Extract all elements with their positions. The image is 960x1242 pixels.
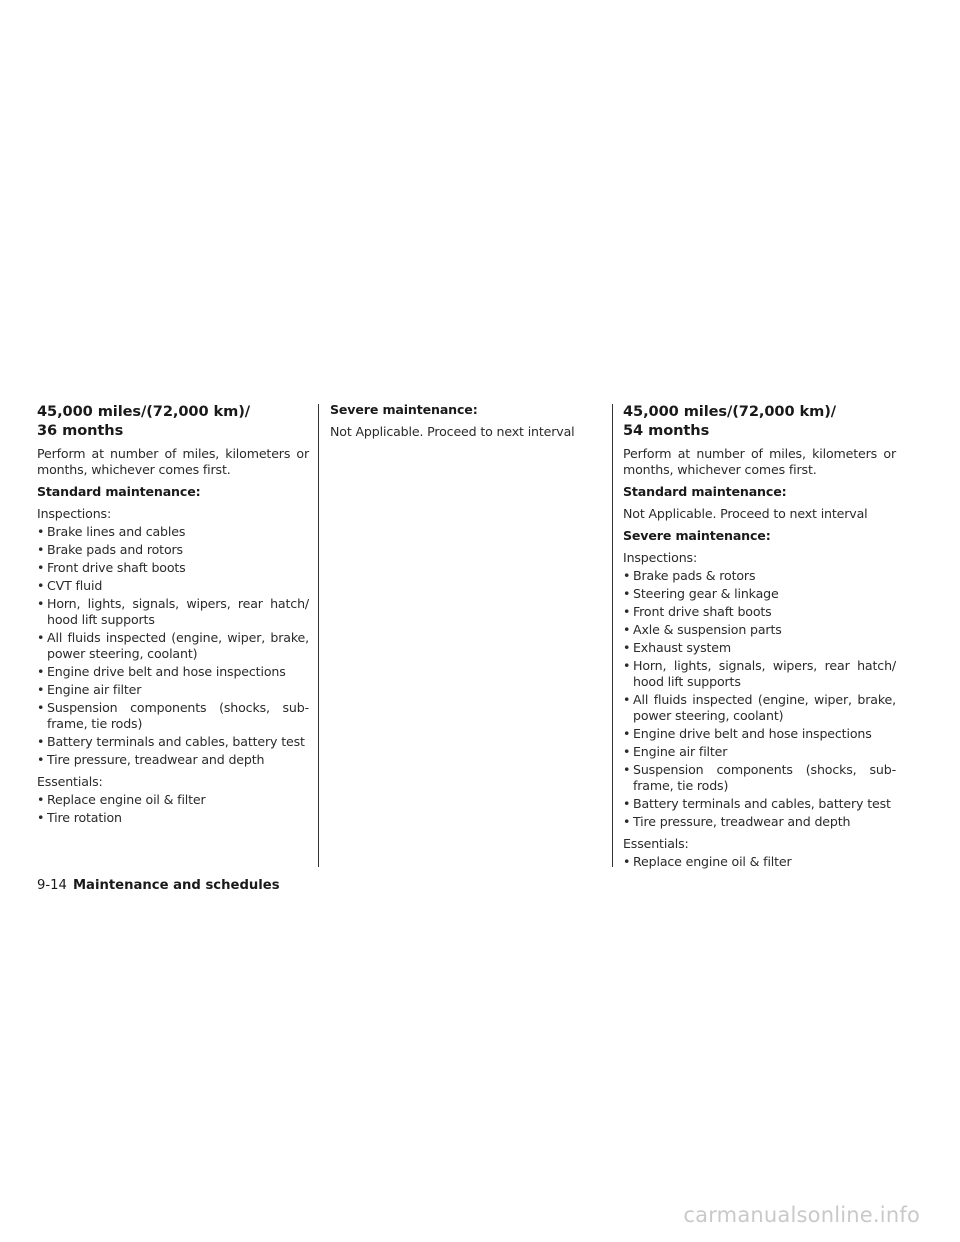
standard-maintenance-text: Not Applicable. Proceed to next interval bbox=[623, 506, 868, 521]
list-item: • Front drive shaft boots bbox=[37, 560, 309, 576]
list-item: • Engine drive belt and hose inspections bbox=[37, 664, 309, 680]
list-item: • Exhaust system bbox=[623, 640, 896, 656]
inspections-label: Inspections: bbox=[37, 506, 112, 521]
list-item: • Horn, lights, signals, wipers, rear hatch/ hood lift supports bbox=[623, 658, 896, 690]
section-heading-36-months bbox=[37, 402, 309, 440]
watermark-text: carmanualsonline.info bbox=[683, 1203, 920, 1227]
list-item: • Steering gear & linkage bbox=[623, 586, 896, 602]
list-item: • Engine air filter bbox=[623, 744, 896, 760]
severe-maintenance-label: Severe maintenance: bbox=[330, 402, 478, 417]
column-divider bbox=[612, 404, 613, 867]
column-severe-36-months bbox=[330, 402, 592, 446]
list-item: • Replace engine oil & filter bbox=[623, 854, 896, 870]
list-item: • Battery terminals and cables, battery test bbox=[623, 796, 896, 812]
list-item: • Tire pressure, treadwear and depth bbox=[623, 814, 896, 830]
list-item: • Battery terminals and cables, battery test bbox=[37, 734, 309, 750]
list-item: • Front drive shaft boots bbox=[623, 604, 896, 620]
inspections-label: Inspections: bbox=[623, 550, 698, 565]
severe-maintenance-label: Severe maintenance: bbox=[623, 528, 771, 543]
essentials-label: Essentials: bbox=[37, 774, 103, 789]
inspections-list bbox=[37, 524, 309, 768]
heading-line-2: 54 months bbox=[623, 422, 710, 439]
list-item: • All fluids inspected (engine, wiper, brake, power steering, coolant) bbox=[623, 692, 896, 724]
heading-line-1: 45,000 miles/(72,000 km)/ bbox=[623, 403, 837, 420]
section-heading-54-months bbox=[623, 402, 896, 440]
list-item: • Axle & suspension parts bbox=[623, 622, 896, 638]
column-45000-36-months bbox=[37, 402, 309, 832]
heading-line-1: 45,000 miles/(72,000 km)/ bbox=[37, 403, 251, 420]
essentials-list bbox=[37, 792, 309, 826]
list-item: • Horn, lights, signals, wipers, rear hatch/ hood lift supports bbox=[37, 596, 309, 628]
heading-line-2: 36 months bbox=[37, 422, 124, 439]
list-item: • All fluids inspected (engine, wiper, brake, power steering, coolant) bbox=[37, 630, 309, 662]
inspections-list bbox=[623, 568, 896, 830]
list-item: • Brake lines and cables bbox=[37, 524, 309, 540]
column-divider bbox=[318, 404, 319, 867]
list-item: • Brake pads & rotors bbox=[623, 568, 896, 584]
list-item: • Engine drive belt and hose inspections bbox=[623, 726, 896, 742]
list-item: • Tire pressure, treadwear and depth bbox=[37, 752, 309, 768]
essentials-label: Essentials: bbox=[623, 836, 689, 851]
list-item: • Suspension components (shocks, sub-frame, tie rods) bbox=[623, 762, 896, 794]
standard-maintenance-label: Standard maintenance: bbox=[37, 484, 201, 499]
section-title: Maintenance and schedules bbox=[72, 878, 280, 893]
list-item: • Suspension components (shocks, sub-frame, tie rods) bbox=[37, 700, 309, 732]
list-item: • Replace engine oil & filter bbox=[37, 792, 309, 808]
list-item: • Engine air filter bbox=[37, 682, 309, 698]
page-footer bbox=[37, 877, 280, 894]
column-45000-54-months bbox=[623, 402, 896, 876]
list-item: • CVT fluid bbox=[37, 578, 309, 594]
severe-maintenance-text: Not Applicable. Proceed to next interval bbox=[330, 424, 575, 439]
intro-text: Perform at number of miles, kilometers or months, whichever comes first. bbox=[37, 446, 309, 477]
standard-maintenance-label: Standard maintenance: bbox=[623, 484, 787, 499]
page-number: 9-14 bbox=[37, 878, 67, 893]
list-item: • Tire rotation bbox=[37, 810, 309, 826]
essentials-list bbox=[623, 854, 896, 870]
list-item: • Brake pads and rotors bbox=[37, 542, 309, 558]
intro-text: Perform at number of miles, kilometers or months, whichever comes first. bbox=[623, 446, 896, 477]
